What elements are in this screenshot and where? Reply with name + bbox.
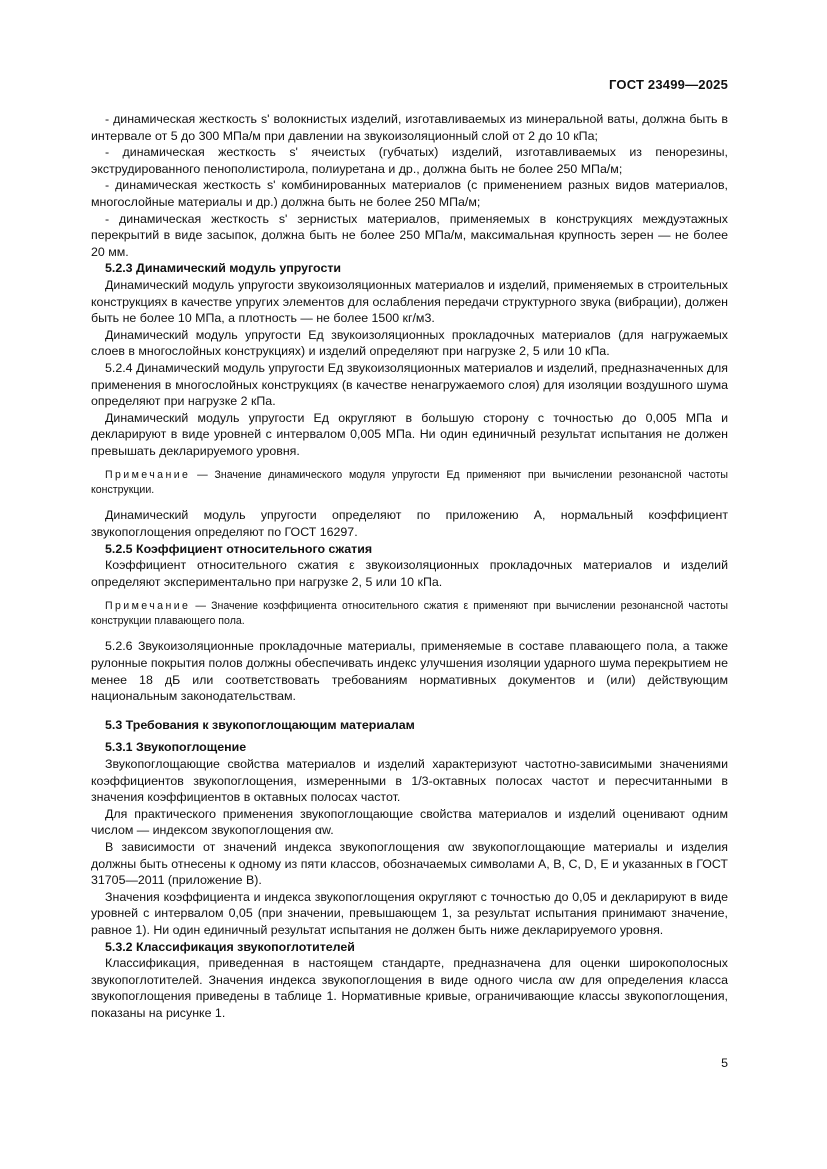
section-heading: 5.3.2 Классификация звукопоглотителей — [105, 939, 355, 954]
paragraph: Динамический модуль упругости Eд округляют в большую сторону с точностью до 0,005 МПа и декларируют в виде уровней с интервалом 0,005 МПа. Ни один единичный результат испытания не должен превышать декларируемого уровня. — [91, 410, 728, 458]
section-heading: 5.2.5 Коэффициент относительного сжатия — [105, 541, 373, 556]
paragraph: Динамический модуль упругости Eд звукоизоляционных прокладочных материалов (для нагружаемых слоев в многослойных конструкциях) и изделий определяют при нагрузке 2, 5 или 10 кПа. — [91, 327, 728, 359]
paragraph: Звукопоглощающие свойства материалов и изделий характеризуют частотно-зависимыми значениями коэффициентов звукопоглощения, измеренными в 1/3-октавных полосах частот и пересчитанными в значения коэффициентов в октавных полосах частот. — [91, 757, 728, 805]
note: Примечание — Значение коэффициента относительного сжатия ε применяют при вычислении резонансной частоты конструкции плавающего пола. — [91, 600, 728, 628]
paragraph: Динамический модуль упругости определяют по приложению А, нормальный коэффициент звукопоглощения определяют по ГОСТ 16297. — [91, 508, 728, 540]
paragraph: 5.2.6 Звукоизоляционные прокладочные материалы, применяемые в составе плавающего пола, а также рулонные покрытия полов должны обеспечивать индекс улучшения изоляции ударного шума перекрытием не менее 18 дБ или соответствовать требованиям нормативных документов и (или) действующим национальным законодательствам. — [91, 639, 728, 704]
document-body — [91, 111, 728, 1022]
paragraph: - динамическая жесткость s' волокнистых изделий, изготавливаемых из минеральной ваты, должна быть в интервале от 5 до 300 МПа/м при давлении на звукоизоляционный слой от 2 до 10 кПа; — [91, 112, 728, 143]
note: Примечание — Значение динамического модуля упругости Eд применяют при вычислении резонансной частоты конструкции. — [91, 469, 728, 497]
paragraph: В зависимости от значений индекса звукопоглощения αw звукопоглощающие материалы и изделия должны быть отнесены к одному из пяти классов, обозначаемых символами A, B, C, D, E и указанных в ГОСТ 31705—2011 (приложение В). — [91, 839, 728, 888]
paragraph: - динамическая жесткость s' зернистых материалов, применяемых в конструкциях междуэтажных перекрытий в виде засыпок, должна быть не более 250 МПа/м, максимальная крупность зерен — не более 20 мм. — [91, 211, 728, 259]
paragraph: 5.2.4 Динамический модуль упругости Eд звукоизоляционных материалов и изделий, предназначенных для применения в многослойных конструкциях (в качестве ненагружаемого слоя) для изоляции воздушного шума определяют при нагрузке 2 кПа. — [91, 360, 728, 409]
page-number: 5 — [721, 1056, 728, 1070]
note-label: Примечание — [105, 600, 191, 613]
paragraph: - динамическая жесткость s' ячеистых (губчатых) изделий, изготавливаемых из пенорезины, экструдированного пенополистирола, полиуретана и др., должна быть не более 250 МПа/м; — [91, 145, 728, 176]
section-heading: 5.2.3 Динамический модуль упругости — [105, 261, 342, 276]
paragraph: Для практического применения звукопоглощающие свойства материалов и изделий оценивают одним числом — индексом звукопоглощения αw. — [91, 806, 728, 838]
paragraph: Значения коэффициента и индекса звукопоглощения округляют с точностью до 0,05 и декларируют в виде уровней с интервалом 0,05 (при значении, превышающем 1, за результат испытания принимают значение, равное 1). Ни один единичный результат испытания не должен быть ниже декларируемого уровня. — [91, 889, 728, 937]
paragraph: Коэффициент относительного сжатия ε звукоизоляционных прокладочных материалов и изделий определяют экспериментально при нагрузке 2, 5 или 10 кПа. — [91, 558, 728, 589]
paragraph: - динамическая жесткость s' комбинированных материалов (с применением разных видов материалов, многослойные материалы и др.) должна быть не более 250 МПа/м; — [91, 178, 728, 209]
section-heading: 5.3.1 Звукопоглощение — [105, 740, 247, 755]
paragraph: Классификация, приведенная в настоящем стандарте, предназначена для оценки широкополосных звукопоглотителей. Значения индекса звукопоглощения в виде одного числа αw для определения класса звукопоглощения приведены в таблице 1. Нормативные кривые, ограничивающие классы звукопоглощения, показаны на рисунке 1. — [91, 956, 728, 1020]
paragraph: Динамический модуль упругости звукоизоляционных материалов и изделий, применяемых в строительных конструкциях в качестве упругих элементов для ослабления передачи структурного звука (вибрации), должен быть не более 10 МПа, а плотность — не более 1500 кг/м3. — [91, 277, 728, 326]
section-heading: 5.3 Требования к звукопоглощающим материалам — [105, 717, 415, 732]
document-number: ГОСТ 23499—2025 — [609, 77, 728, 92]
note-label: Примечание — [105, 469, 191, 482]
